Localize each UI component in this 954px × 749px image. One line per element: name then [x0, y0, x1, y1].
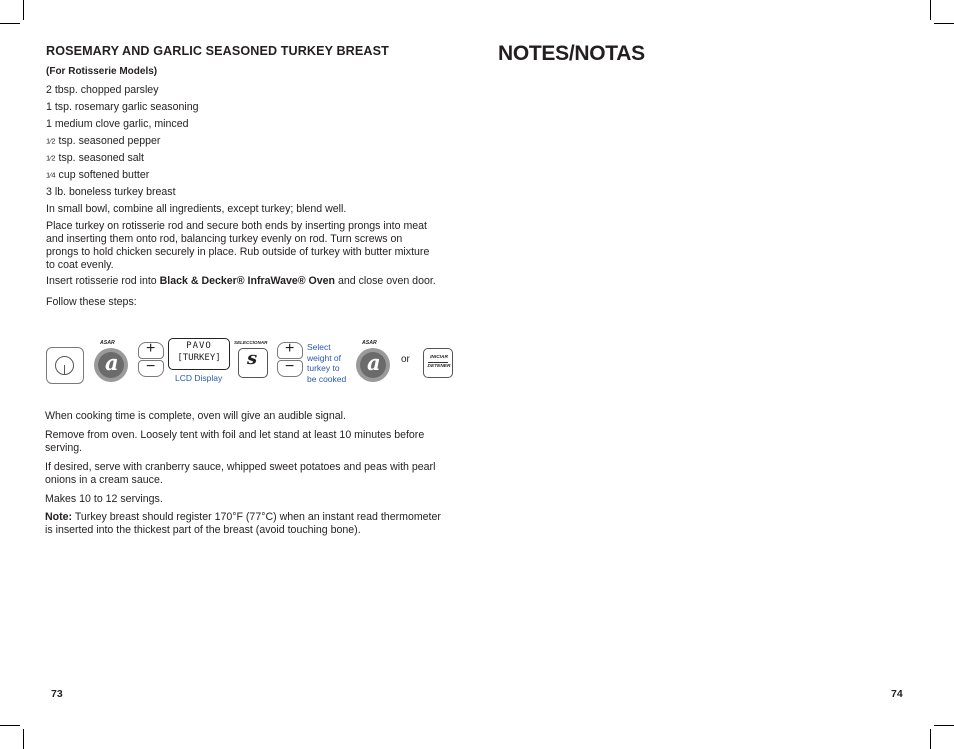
- minus-icon: −: [146, 358, 156, 375]
- or-text: or: [401, 354, 410, 365]
- recipe-title: ROSEMARY AND GARLIC SEASONED TURKEY BREAST: [46, 44, 389, 58]
- note-label: Note:: [45, 511, 73, 523]
- fraction: 1⁄2: [46, 136, 56, 146]
- lcd-display: [168, 338, 230, 370]
- note-line: Note: Turkey breast should register 170°F (77°C) when an instant read thermometer: [45, 511, 441, 523]
- ingredient-line: 1⁄2 tsp. seasoned pepper: [46, 135, 161, 147]
- ingredient-line: 1⁄2 tsp. seasoned salt: [46, 152, 144, 164]
- paragraph-line: prongs to hold chicken securely in place. Rub outside of turkey with butter mixture: [46, 246, 430, 258]
- ingredient-line: 1 medium clove garlic, minced: [46, 118, 189, 130]
- ingredient-line: 1 tsp. rosemary garlic seasoning: [46, 101, 199, 113]
- start-stop-button: [423, 348, 453, 378]
- plus-icon: +: [285, 340, 295, 357]
- ingredient-line: 3 lb. boneless turkey breast: [46, 186, 176, 198]
- dial-button: [46, 347, 84, 384]
- notes-title: NOTES/NOTAS: [498, 42, 645, 65]
- product-name: Black & Decker® InfraWave® Oven: [159, 275, 336, 287]
- page-number: 73: [51, 688, 63, 700]
- recipe-subtitle: (For Rotisserie Models): [46, 66, 158, 77]
- start-label: INICIAR: [430, 355, 448, 360]
- paragraph-line: to coat evenly.: [46, 259, 114, 271]
- start-divider: [428, 362, 448, 363]
- fraction: 1⁄4: [46, 170, 56, 180]
- paragraph-line: Place turkey on rotisserie rod and secure both ends by inserting prongs into meat: [46, 220, 427, 232]
- a-glyph: a: [105, 350, 119, 375]
- plus-icon: +: [146, 340, 156, 357]
- a-glyph: a: [367, 350, 381, 375]
- select-caption: Select weight of turkey to be cooked: [307, 342, 347, 384]
- paragraph-line: Remove from oven. Loosely tent with foil and let stand at least 10 minutes before: [45, 429, 425, 441]
- minus-icon: −: [285, 358, 295, 375]
- lcd-line-1: PAVO: [186, 341, 212, 351]
- note-line: is inserted into the thickest part of the breast (avoid touching bone).: [45, 524, 361, 536]
- paragraph-line: and inserting them onto rod, balancing turkey evenly on rod. Turn screws on: [46, 233, 403, 245]
- paragraph: Makes 10 to 12 servings.: [45, 493, 163, 505]
- paragraph: Insert rotisserie rod into Black & Decker® InfraWave® Oven and close oven door.: [46, 275, 436, 287]
- paragraph: When cooking time is complete, oven will give an audible signal.: [45, 410, 346, 422]
- page-right: [477, 0, 954, 749]
- asar-label: ASAR: [362, 340, 377, 346]
- seleccionar-label: SELECCIONAR: [234, 340, 268, 345]
- paragraph-line: serving.: [45, 442, 83, 454]
- stop-label: DETENER: [427, 364, 451, 369]
- paragraph-line: If desired, serve with cranberry sauce, whipped sweet potatoes and peas with pearl: [45, 461, 436, 473]
- paragraph: In small bowl, combine all ingredients, except turkey; blend well.: [46, 203, 347, 215]
- lcd-line-2: [TURKEY]: [177, 353, 221, 363]
- fraction: 1⁄2: [46, 153, 56, 163]
- steps-diagram: [44, 336, 456, 391]
- page-number: 74: [891, 688, 903, 700]
- asar-label: ASAR: [100, 340, 115, 346]
- paragraph-line: onions in a cream sauce.: [45, 474, 163, 486]
- ingredient-line: 1⁄4 cup softened butter: [46, 169, 150, 181]
- s-glyph: s: [247, 348, 258, 369]
- ingredient-line: 2 tbsp. chopped parsley: [46, 84, 159, 96]
- lcd-caption: LCD Display: [175, 373, 223, 383]
- paragraph: Follow these steps:: [46, 296, 137, 308]
- dial-indicator: [64, 365, 65, 375]
